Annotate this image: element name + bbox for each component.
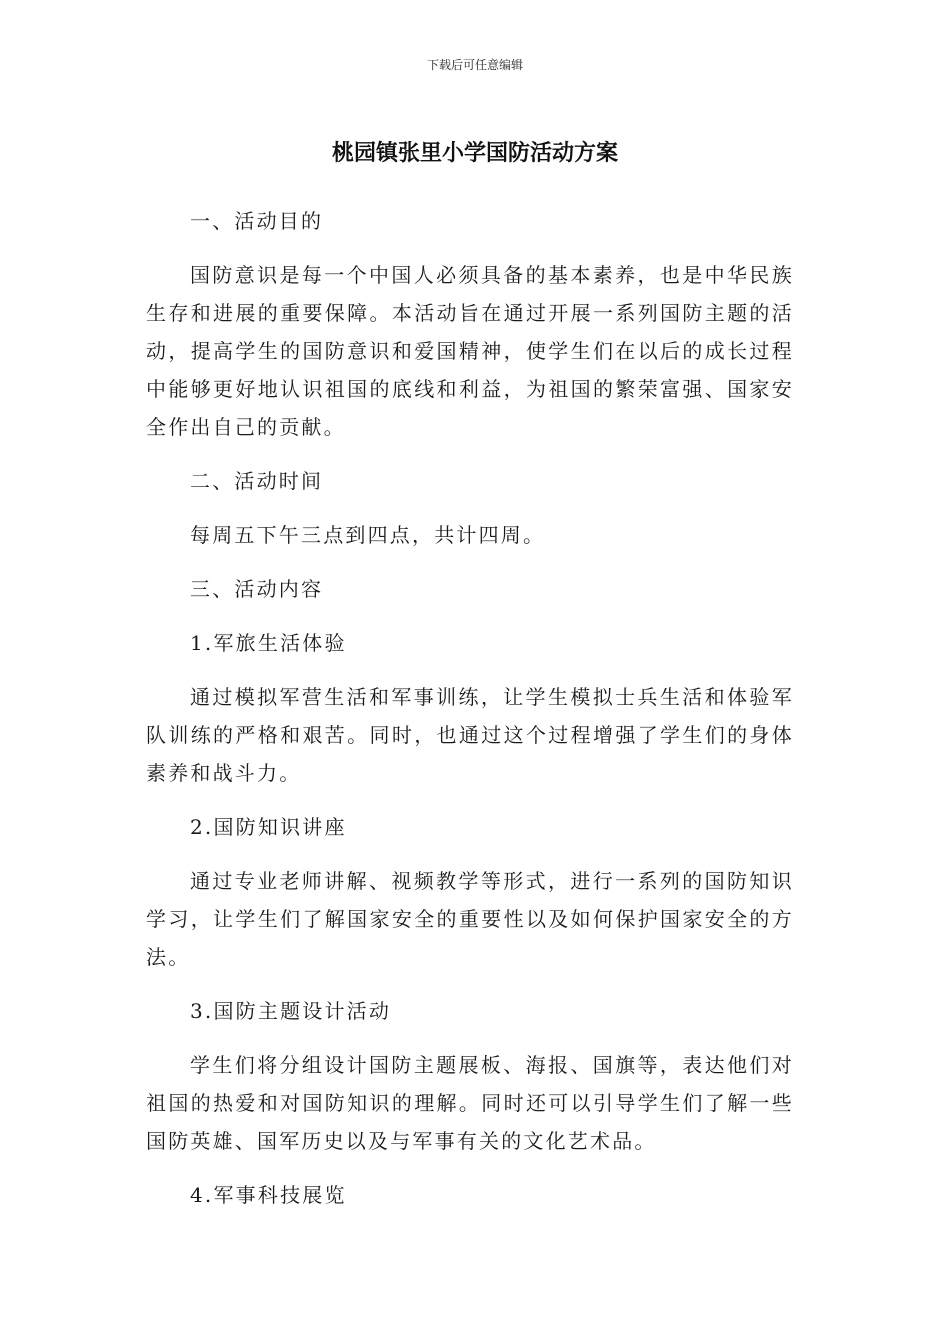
item-body-3: 学生们将分组设计国防主题展板、海报、国旗等，表达他们对祖国的热爱和对国防知识的理解。同时还可以引导学生们了解一些国防英雄、国军历史以及与军事有关的文化艺术品。 xyxy=(146,1053,794,1153)
item-heading-4: 4.军事科技展览 xyxy=(190,1183,347,1207)
item-body-2: 通过专业老师讲解、视频教学等形式，进行一系列的国防知识学习，让学生们了解国家安全的重要性以及如何保护国家安全的方法。 xyxy=(146,869,794,969)
document-body xyxy=(146,202,794,1230)
section-heading-content: 三、活动内容 xyxy=(190,577,324,601)
item-heading-1: 1.军旅生活体验 xyxy=(190,631,347,655)
item-heading-3: 3.国防主题设计活动 xyxy=(190,999,392,1023)
item-body-1: 通过模拟军营生活和军事训练，让学生模拟士兵生活和体验军队训练的严格和艰苦。同时，也通过这个过程增强了学生们的身体素养和战斗力。 xyxy=(146,685,794,785)
item-heading-2: 2.国防知识讲座 xyxy=(190,815,347,839)
section-body-time: 每周五下午三点到四点，共计四周。 xyxy=(190,523,546,547)
section-body-purpose: 国防意识是每一个中国人必须具备的基本素养，也是中华民族生存和进展的重要保障。本活动旨在通过开展一系列国防主题的活动，提高学生的国防意识和爱国精神，使学生们在以后的成长过程中能够更好地认识祖国的底线和利益，为祖国的繁荣富强、国家安全作出自己的贡献。 xyxy=(146,263,794,439)
header-note: 下载后可任意编辑 xyxy=(426,58,523,72)
section-heading-time: 二、活动时间 xyxy=(190,469,324,493)
document-title: 桃园镇张里小学国防活动方案 xyxy=(331,141,618,166)
section-heading-purpose: 一、活动目的 xyxy=(190,209,324,233)
